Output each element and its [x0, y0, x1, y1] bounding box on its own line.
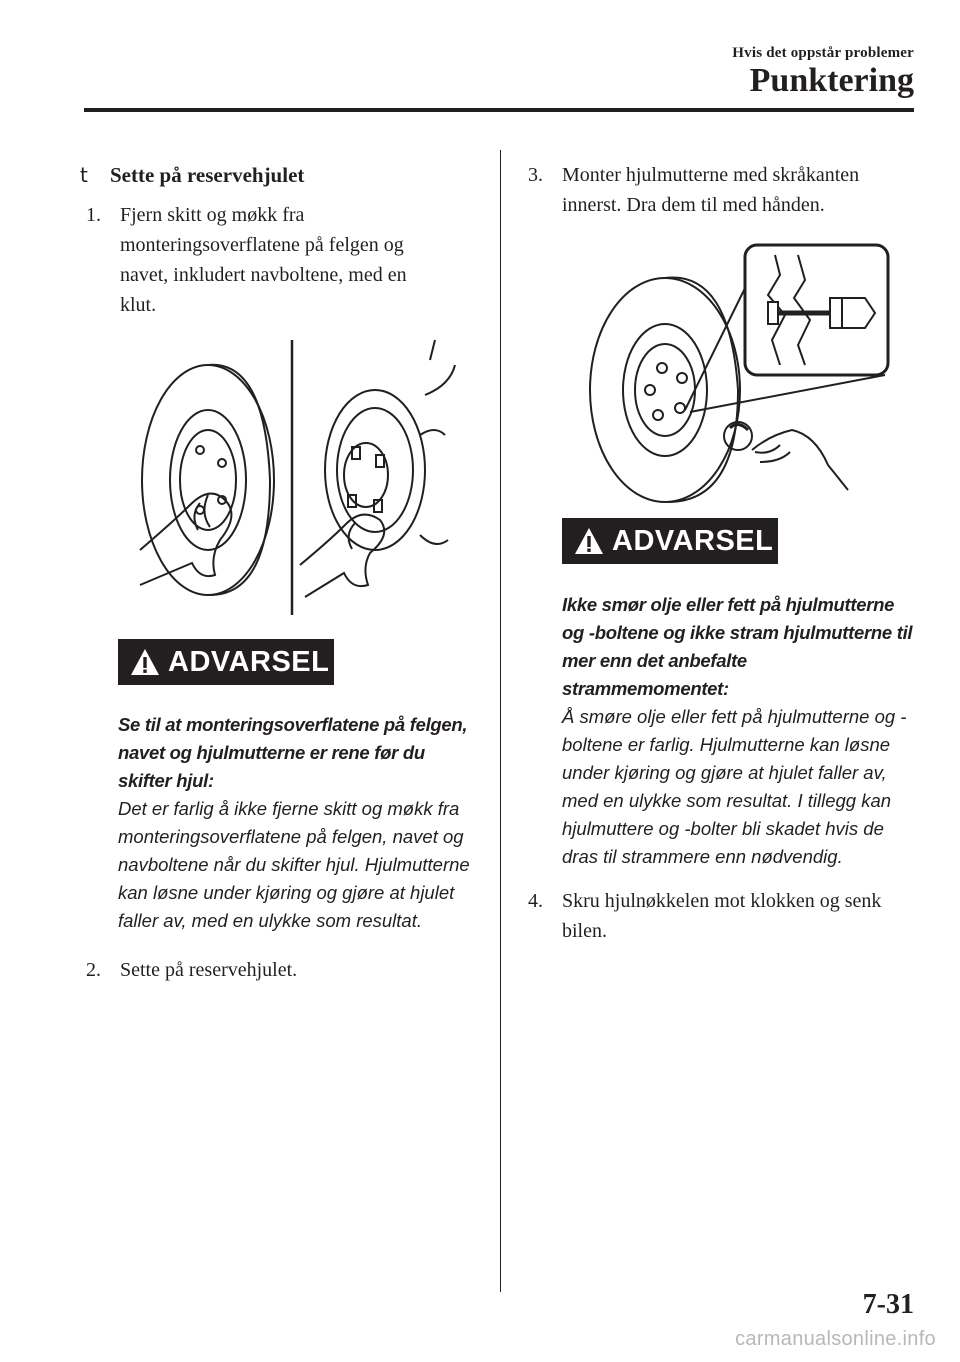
warning-label: ADVARSEL — [612, 524, 774, 557]
warning-heading: Se til at monteringsoverflatene på felgen, navet og hjulmutterne er rene før du skifter hjul: — [118, 714, 468, 791]
warning-triangle-icon — [574, 527, 604, 555]
warning-badge — [562, 518, 778, 564]
step-number: 4. — [528, 890, 543, 912]
warning-body: Det er farlig å ikke fjerne skitt og møkk fra monteringsoverflatene på felgen, navet og navboltene når du skifter hjul. Hjulmutterne kan løsne under kjøring og gjøre at hjulet faller av, med en ulykke som resultat. — [118, 798, 470, 931]
lug-nut-illustration — [580, 240, 900, 505]
warning-badge — [118, 639, 334, 685]
warning-body: Å smøre olje eller fett på hjulmutterne og -boltene er farlig. Hjulmutterne kan løsne under kjøring og gjøre at hjulet faller av, med en ulykke som resultat. I tillegg kan hjulmuttere og -bolter bli skadet hvis de dras til strammere enn nødvendig. — [562, 706, 907, 867]
section-marker: t — [80, 163, 88, 187]
page-number: 7-31 — [862, 1289, 914, 1320]
section-heading — [80, 163, 304, 188]
step-number: 2. — [86, 959, 101, 981]
step-text: Sette på reservehjulet. — [120, 959, 298, 981]
header-rule — [84, 108, 914, 112]
step-number: 3. — [528, 164, 543, 186]
step-text: Skru hjulnøkkelen mot klokken og senk bilen. — [562, 890, 882, 942]
column-divider — [500, 150, 501, 1292]
chapter-title: Hvis det oppstår problemer — [732, 45, 914, 61]
step-2 — [86, 955, 446, 985]
step-4 — [528, 886, 906, 946]
watermark-link[interactable]: carmanualsonline.info — [735, 1328, 936, 1350]
warning-triangle-icon — [130, 648, 160, 676]
step-1 — [86, 200, 446, 320]
page-title: Punktering — [749, 62, 914, 99]
step-number: 1. — [86, 204, 101, 226]
step-text: Monter hjulmutterne med skråkanten innerst. Dra dem til med hånden. — [562, 164, 860, 216]
section-heading-text: Sette på reservehjulet — [110, 163, 305, 187]
warning-text-2 — [562, 591, 918, 871]
step-3 — [528, 160, 906, 220]
warning-label: ADVARSEL — [168, 645, 330, 678]
warning-heading: Ikke smør olje eller fett på hjulmutterne og -boltene og ikke stram hjulmutterne til mer enn det anbefalte strammemomentet: — [562, 594, 913, 699]
step-text: Fjern skitt og møkk fra monteringsoverflatene på felgen og navet, inkludert navboltene, med en klut. — [120, 204, 407, 316]
warning-text-1 — [118, 711, 474, 935]
cleaning-illustration — [130, 335, 460, 620]
